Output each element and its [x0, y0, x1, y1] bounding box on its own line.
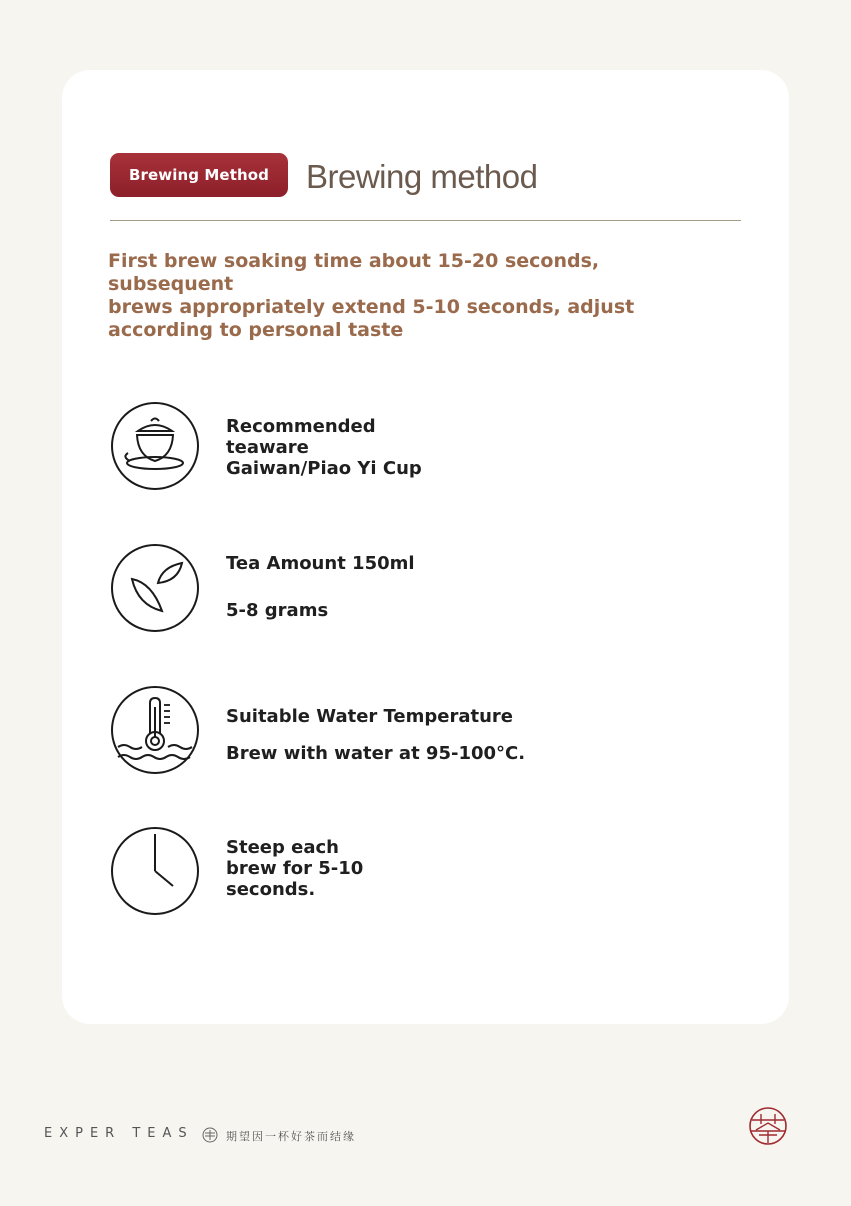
tea-grams-label: 5-8 grams — [226, 600, 329, 621]
temperature-value: Brew with water at 95-100°C. — [226, 743, 526, 764]
intro-line: according to personal taste — [108, 319, 404, 341]
footer-slogan: 期望因一杯好茶而结缘 — [226, 1130, 356, 1143]
steep-line: brew for 5-10 — [226, 858, 364, 879]
tea-leaves-icon — [110, 543, 200, 633]
section-badge: Brewing Method — [110, 153, 288, 197]
steep-line: Steep each — [226, 837, 339, 858]
clock-icon — [110, 826, 200, 916]
steep-text — [226, 837, 363, 900]
page-title: Brewing method — [306, 158, 538, 195]
gaiwan-icon — [110, 401, 200, 491]
intro-text — [108, 250, 708, 342]
steep-line: seconds. — [226, 879, 316, 900]
teaware-line: Gaiwan/Piao Yi Cup — [226, 458, 422, 479]
intro-line: First brew soaking time about 15-20 seconds, subsequent — [108, 250, 600, 295]
tea-amount-label: Tea Amount 150ml — [226, 553, 415, 574]
intro-line: brews appropriately extend 5-10 seconds, adjust — [108, 296, 635, 318]
divider — [110, 220, 741, 221]
tea-amount-text — [226, 553, 415, 621]
seal-logo — [748, 1106, 788, 1146]
teaware-line: teaware — [226, 437, 309, 458]
teaware-text — [226, 416, 422, 479]
brand-mini-logo-icon — [202, 1127, 218, 1143]
temperature-text — [226, 706, 525, 764]
thermometer-icon — [110, 685, 200, 775]
teaware-line: Recommended — [226, 416, 376, 437]
footer-brand: EXPER TEAS — [44, 1126, 194, 1141]
temperature-label: Suitable Water Temperature — [226, 706, 514, 727]
